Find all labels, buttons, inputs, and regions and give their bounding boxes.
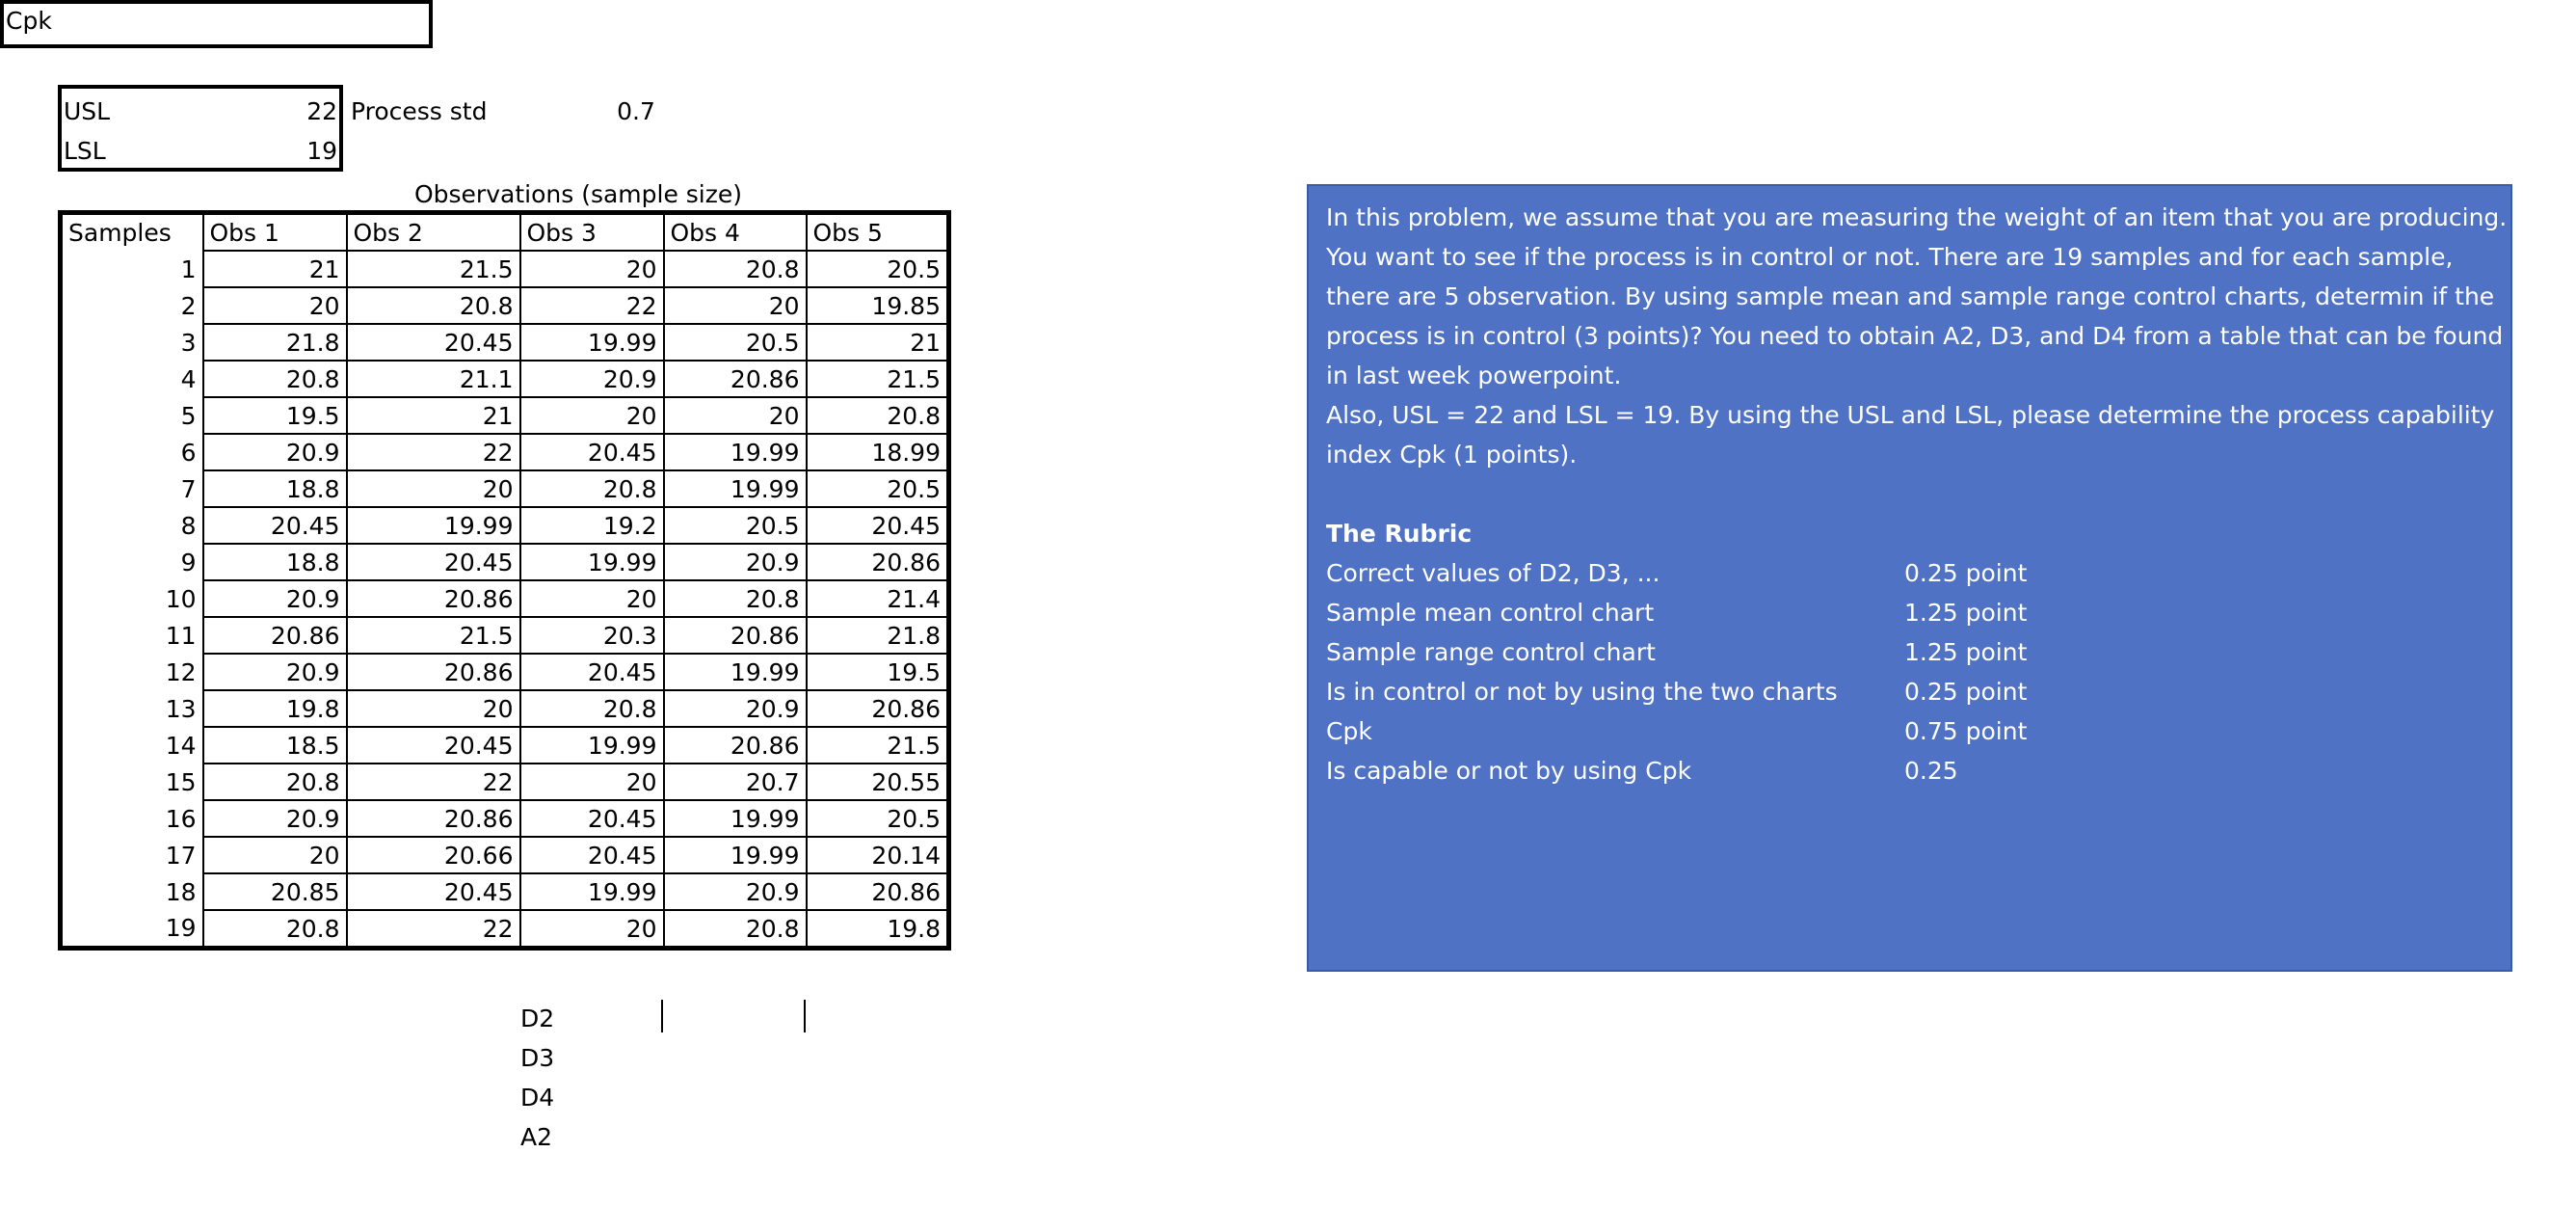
- table-row: [61, 324, 949, 361]
- observation-cell[interactable]: 20: [203, 837, 347, 873]
- table-row: [61, 727, 949, 764]
- table-row: [61, 544, 949, 580]
- constant-label-d2[interactable]: D2: [520, 1005, 555, 1032]
- cpk-cell[interactable]: [0, 0, 433, 48]
- rubric-points: 1.25 point: [1904, 599, 2028, 627]
- rubric-points: 0.75 point: [1904, 717, 2028, 745]
- observation-cell[interactable]: 20.5: [664, 507, 807, 544]
- observation-cell[interactable]: 20.9: [664, 873, 807, 910]
- process-std-label[interactable]: Process std: [351, 97, 488, 125]
- sample-number-cell[interactable]: 7: [61, 470, 203, 507]
- observation-cell[interactable]: 20.8: [807, 397, 949, 434]
- observation-cell[interactable]: 20.8: [203, 910, 347, 949]
- table-row: [61, 654, 949, 690]
- observation-cell[interactable]: 20.86: [347, 654, 520, 690]
- observation-cell[interactable]: 20.66: [347, 837, 520, 873]
- table-row: [61, 470, 949, 507]
- observation-cell[interactable]: 20.5: [807, 800, 949, 837]
- observation-cell[interactable]: 20.9: [520, 361, 664, 397]
- lsl-value[interactable]: 19: [306, 137, 337, 165]
- observation-cell[interactable]: 20.7: [664, 764, 807, 800]
- sample-number-cell[interactable]: 2: [61, 287, 203, 324]
- rubric-points: 0.25 point: [1904, 678, 2028, 706]
- observation-cell[interactable]: 20.86: [664, 361, 807, 397]
- table-row: [61, 873, 949, 910]
- observation-cell[interactable]: 20.45: [520, 800, 664, 837]
- rubric-item: Is in control or not by using the two charts: [1326, 678, 1838, 706]
- observations-table: [58, 210, 951, 951]
- observation-cell[interactable]: 19.99: [520, 324, 664, 361]
- observation-cell[interactable]: 21: [347, 397, 520, 434]
- observation-cell[interactable]: 21.5: [347, 251, 520, 287]
- observation-cell[interactable]: 21.1: [347, 361, 520, 397]
- table-row: [61, 434, 949, 470]
- instruction-line: there are 5 observation. By using sample mean and sample range control charts, determin if the: [1326, 282, 2495, 310]
- observation-cell[interactable]: 19.99: [520, 727, 664, 764]
- observation-cell[interactable]: 20.3: [520, 617, 664, 654]
- table-row: [61, 287, 949, 324]
- observation-cell[interactable]: 21.8: [203, 324, 347, 361]
- column-header[interactable]: Obs 2: [347, 213, 520, 252]
- observation-cell[interactable]: 19.5: [807, 654, 949, 690]
- sample-number-cell[interactable]: 15: [61, 764, 203, 800]
- sample-number-cell[interactable]: 19: [61, 910, 203, 949]
- table-row: [61, 837, 949, 873]
- usl-value[interactable]: 22: [306, 97, 337, 125]
- table-row: [61, 617, 949, 654]
- instruction-line: index Cpk (1 points).: [1326, 441, 1578, 469]
- observation-cell[interactable]: 19.8: [807, 910, 949, 949]
- observation-cell[interactable]: 19.2: [520, 507, 664, 544]
- observation-cell[interactable]: 18.8: [203, 470, 347, 507]
- sample-number-cell[interactable]: 1: [61, 251, 203, 287]
- observation-cell[interactable]: 20: [520, 910, 664, 949]
- rubric-item: Cpk: [1326, 717, 1372, 745]
- observation-cell[interactable]: 21.4: [807, 580, 949, 617]
- observation-cell[interactable]: 20: [664, 287, 807, 324]
- divider-line: [804, 1000, 806, 1032]
- observation-cell[interactable]: 19.5: [203, 397, 347, 434]
- table-row: [61, 507, 949, 544]
- sample-number-cell[interactable]: 16: [61, 800, 203, 837]
- sample-number-cell[interactable]: 12: [61, 654, 203, 690]
- observation-cell[interactable]: 20.45: [347, 873, 520, 910]
- observation-cell[interactable]: 20.5: [807, 470, 949, 507]
- observations-caption: Observations (sample size): [413, 180, 743, 208]
- observation-cell[interactable]: 19.99: [664, 837, 807, 873]
- constant-label-d4[interactable]: D4: [520, 1084, 555, 1112]
- instruction-line: You want to see if the process is in control or not. There are 19 samples and for each sample,: [1326, 243, 2454, 271]
- column-header[interactable]: Obs 1: [203, 213, 347, 252]
- observation-cell[interactable]: 20.8: [520, 690, 664, 727]
- observation-cell[interactable]: 19.99: [347, 507, 520, 544]
- observation-cell[interactable]: 22: [347, 910, 520, 949]
- observation-cell[interactable]: 19.8: [203, 690, 347, 727]
- observation-cell[interactable]: 20.45: [520, 434, 664, 470]
- sample-number-cell[interactable]: 11: [61, 617, 203, 654]
- observation-cell[interactable]: 20.45: [347, 544, 520, 580]
- observation-cell[interactable]: 19.99: [664, 654, 807, 690]
- observation-cell[interactable]: 20.86: [664, 617, 807, 654]
- observation-cell[interactable]: 20.5: [807, 251, 949, 287]
- observation-cell[interactable]: 20.9: [664, 690, 807, 727]
- rubric-row: [1326, 672, 2493, 711]
- divider-line: [661, 1000, 663, 1032]
- observation-cell[interactable]: 21: [203, 251, 347, 287]
- constant-label-d3[interactable]: D3: [520, 1044, 555, 1072]
- observation-cell[interactable]: 20: [664, 397, 807, 434]
- table-row: [61, 690, 949, 727]
- observation-cell[interactable]: 20.86: [203, 617, 347, 654]
- observation-cell[interactable]: 19.99: [664, 434, 807, 470]
- observation-cell[interactable]: 19.99: [520, 873, 664, 910]
- instructions-panel: [1307, 184, 2512, 972]
- sample-number-cell[interactable]: 6: [61, 434, 203, 470]
- observation-cell[interactable]: 20.86: [807, 873, 949, 910]
- observation-cell[interactable]: 20: [203, 287, 347, 324]
- table-header-row: [61, 213, 949, 252]
- observation-cell[interactable]: 20.9: [203, 580, 347, 617]
- observation-cell[interactable]: 19.99: [664, 800, 807, 837]
- table-row: [61, 800, 949, 837]
- sample-number-cell[interactable]: 5: [61, 397, 203, 434]
- rubric-item: Is capable or not by using Cpk: [1326, 757, 1692, 785]
- table-row: [61, 397, 949, 434]
- observation-cell[interactable]: 20: [520, 764, 664, 800]
- rubric-points: 0.25 point: [1904, 559, 2028, 587]
- observation-cell[interactable]: 20: [347, 470, 520, 507]
- observation-cell[interactable]: 20.45: [520, 654, 664, 690]
- rubric-item: Correct values of D2, D3, ...: [1326, 559, 1660, 587]
- observation-cell[interactable]: 19.85: [807, 287, 949, 324]
- observation-cell[interactable]: 19.99: [520, 544, 664, 580]
- observation-cell[interactable]: 21.5: [347, 617, 520, 654]
- column-header[interactable]: Samples: [68, 219, 172, 247]
- sample-number-cell[interactable]: 17: [61, 837, 203, 873]
- cpk-label: Cpk: [6, 7, 52, 35]
- sample-number-cell[interactable]: 18: [61, 873, 203, 910]
- usl-label[interactable]: USL: [64, 97, 111, 125]
- observation-cell[interactable]: 20: [520, 397, 664, 434]
- observation-cell[interactable]: 21.5: [807, 361, 949, 397]
- observation-cell[interactable]: 20.8: [347, 287, 520, 324]
- rubric-row: [1326, 711, 2493, 751]
- rubric-item: Sample mean control chart: [1326, 599, 1655, 627]
- observation-cell[interactable]: 20: [347, 690, 520, 727]
- instruction-line: process is in control (3 points)? You need to obtain A2, D3, and D4 from a table that can be found: [1326, 322, 2504, 350]
- observation-cell[interactable]: 20: [520, 580, 664, 617]
- observation-cell[interactable]: 20.8: [520, 470, 664, 507]
- observation-cell[interactable]: 20.45: [203, 507, 347, 544]
- sample-number-cell[interactable]: 9: [61, 544, 203, 580]
- observation-cell[interactable]: 20.45: [520, 837, 664, 873]
- sample-number-cell[interactable]: 3: [61, 324, 203, 361]
- column-header[interactable]: Obs 4: [664, 213, 807, 252]
- observation-cell[interactable]: 20.9: [203, 800, 347, 837]
- rubric-row: [1326, 632, 2493, 672]
- observation-cell[interactable]: 20.86: [807, 690, 949, 727]
- observation-cell[interactable]: 20.8: [664, 910, 807, 949]
- rubric-item: Sample range control chart: [1326, 638, 1656, 666]
- observation-cell[interactable]: 18.8: [203, 544, 347, 580]
- observation-cell[interactable]: 20.8: [203, 361, 347, 397]
- rubric-row: [1326, 553, 2493, 593]
- sample-number-cell[interactable]: 4: [61, 361, 203, 397]
- observation-cell[interactable]: 20.86: [807, 544, 949, 580]
- rubric-title: The Rubric: [1326, 520, 1473, 548]
- observation-cell[interactable]: 20.8: [664, 580, 807, 617]
- observation-cell[interactable]: 20.9: [664, 544, 807, 580]
- instruction-line: Also, USL = 22 and LSL = 19. By using the USL and LSL, please determine the process capability: [1326, 401, 2495, 429]
- table-row: [61, 910, 949, 949]
- observation-cell[interactable]: 20.5: [664, 324, 807, 361]
- observation-cell[interactable]: 18.5: [203, 727, 347, 764]
- observation-cell[interactable]: 20.8: [664, 251, 807, 287]
- rubric-points: 1.25 point: [1904, 638, 2028, 666]
- observation-cell[interactable]: 22: [520, 287, 664, 324]
- observation-cell[interactable]: 20.86: [664, 727, 807, 764]
- constant-label-a2[interactable]: A2: [520, 1123, 553, 1151]
- observation-cell[interactable]: 20.85: [203, 873, 347, 910]
- observation-cell[interactable]: 20.9: [203, 654, 347, 690]
- observation-cell[interactable]: 20.45: [807, 507, 949, 544]
- observation-cell[interactable]: 20.9: [203, 434, 347, 470]
- sample-number-cell[interactable]: 14: [61, 727, 203, 764]
- table-row: [61, 251, 949, 287]
- table-row: [61, 361, 949, 397]
- column-header[interactable]: Obs 3: [520, 213, 664, 252]
- observation-cell[interactable]: 20.86: [347, 800, 520, 837]
- observation-cell[interactable]: 21.5: [807, 727, 949, 764]
- observation-cell[interactable]: 21.8: [807, 617, 949, 654]
- observation-cell[interactable]: 18.99: [807, 434, 949, 470]
- sample-number-cell[interactable]: 13: [61, 690, 203, 727]
- observation-cell[interactable]: 20.45: [347, 727, 520, 764]
- observation-cell[interactable]: 20.14: [807, 837, 949, 873]
- rubric-row: [1326, 593, 2493, 632]
- rubric-row: [1326, 751, 2493, 791]
- process-std-value[interactable]: 0.7: [617, 97, 655, 125]
- table-row: [61, 580, 949, 617]
- observation-cell[interactable]: 22: [347, 764, 520, 800]
- lsl-label[interactable]: LSL: [64, 137, 106, 165]
- observation-cell[interactable]: 20.8: [203, 764, 347, 800]
- observation-cell[interactable]: 20.45: [347, 324, 520, 361]
- observation-cell[interactable]: 19.99: [664, 470, 807, 507]
- instruction-line: In this problem, we assume that you are measuring the weight of an item that you are producing.: [1326, 203, 2508, 231]
- observation-cell[interactable]: 20.55: [807, 764, 949, 800]
- sample-number-cell[interactable]: 8: [61, 507, 203, 544]
- observation-cell[interactable]: 22: [347, 434, 520, 470]
- instruction-line: in last week powerpoint.: [1326, 362, 1622, 389]
- observation-cell[interactable]: 21: [807, 324, 949, 361]
- table-row: [61, 764, 949, 800]
- sample-number-cell[interactable]: 10: [61, 580, 203, 617]
- rubric-points: 0.25: [1904, 757, 1958, 785]
- observation-cell[interactable]: 20.86: [347, 580, 520, 617]
- observation-cell[interactable]: 20: [520, 251, 664, 287]
- column-header[interactable]: Obs 5: [807, 213, 949, 252]
